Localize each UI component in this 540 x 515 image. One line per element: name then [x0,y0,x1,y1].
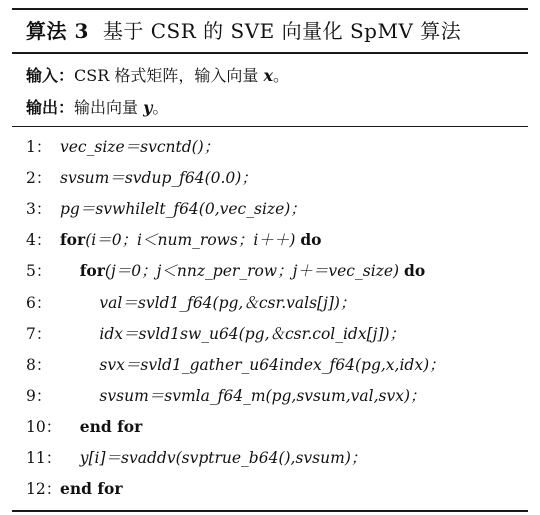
code-text: val＝svld1_f64(pg,＆csr.vals[j])； [99,293,356,312]
output-var: y [143,98,153,117]
code-line [26,168,257,188]
code-line [26,417,142,437]
output-line [26,95,168,118]
line-number: 2： [26,169,52,188]
output-text: 输出向量 [74,98,144,117]
keyword: end for [60,479,123,499]
code-text: pg＝svwhilelt_f64(0,vec_size)； [60,200,306,219]
keyword: for [60,230,86,250]
indent [60,294,99,312]
output-key: 输出： [26,98,75,117]
keyword: for [79,261,105,281]
bottom-rule [12,510,528,512]
code-text: y[i]＝svaddv(svptrue_b64(),svsum)； [79,449,367,467]
keyword-do: do [300,230,322,250]
code-text: (j＝0；j＜nnz_per_row；j＋＝vec_size) [104,262,400,281]
code-text: svsum＝svmla_f64_m(pg,svsum,val,svx)； [99,386,426,405]
line-number: 1： [26,138,52,156]
code-line [26,355,445,375]
indent [60,262,80,280]
indent [60,387,99,405]
input-var: x [263,66,273,85]
code-text: (i＝0；i＜num_rows；i＋＋) [85,231,296,250]
output-end: 。 [152,98,169,117]
input-end: 。 [273,66,290,85]
code-line [26,293,355,313]
keyword: end for [79,416,143,436]
caption-label: 算法 3 [26,19,89,43]
input-text: CSR 格式矩阵，输入向量 [74,66,264,85]
code-line [26,261,425,281]
input-line [26,63,289,86]
line-number: 10： [26,417,62,436]
algorithm-caption [26,15,461,44]
input-key: 输入： [26,66,75,85]
line-number: 4： [26,231,52,250]
code-text: svx＝svld1_gather_u64index_f64(pg,x,idx)； [99,355,445,374]
algorithm-box [12,0,528,515]
code-line [26,448,366,468]
io-rule [12,126,528,127]
indent [60,356,99,374]
line-number: 3： [26,200,52,219]
line-number: 12： [26,480,62,499]
indent [60,449,80,467]
code-line [26,199,306,219]
indent [60,325,99,343]
caption-title: 基于 CSR 的 SVE 向量化 SpMV 算法 [102,19,462,43]
line-number: 5： [26,262,52,281]
code-text: idx＝svld1sw_u64(pg,＆csr.col_idx[j])； [99,324,406,343]
code-text: vec_size＝svcntd()； [60,138,220,156]
code-line [26,324,405,344]
code-line [26,386,426,406]
code-line [26,479,123,499]
top-rule [12,8,528,10]
line-number: 11： [26,449,62,467]
code-line [26,137,219,157]
line-number: 7： [26,324,52,343]
line-number: 9： [26,386,52,405]
caption-rule [12,52,528,54]
line-number: 6： [26,293,52,312]
indent [60,418,80,436]
keyword-do: do [403,261,426,281]
code-line [26,230,322,250]
code-text: svsum＝svdup_f64(0.0)； [60,169,257,188]
line-number: 8： [26,355,52,374]
